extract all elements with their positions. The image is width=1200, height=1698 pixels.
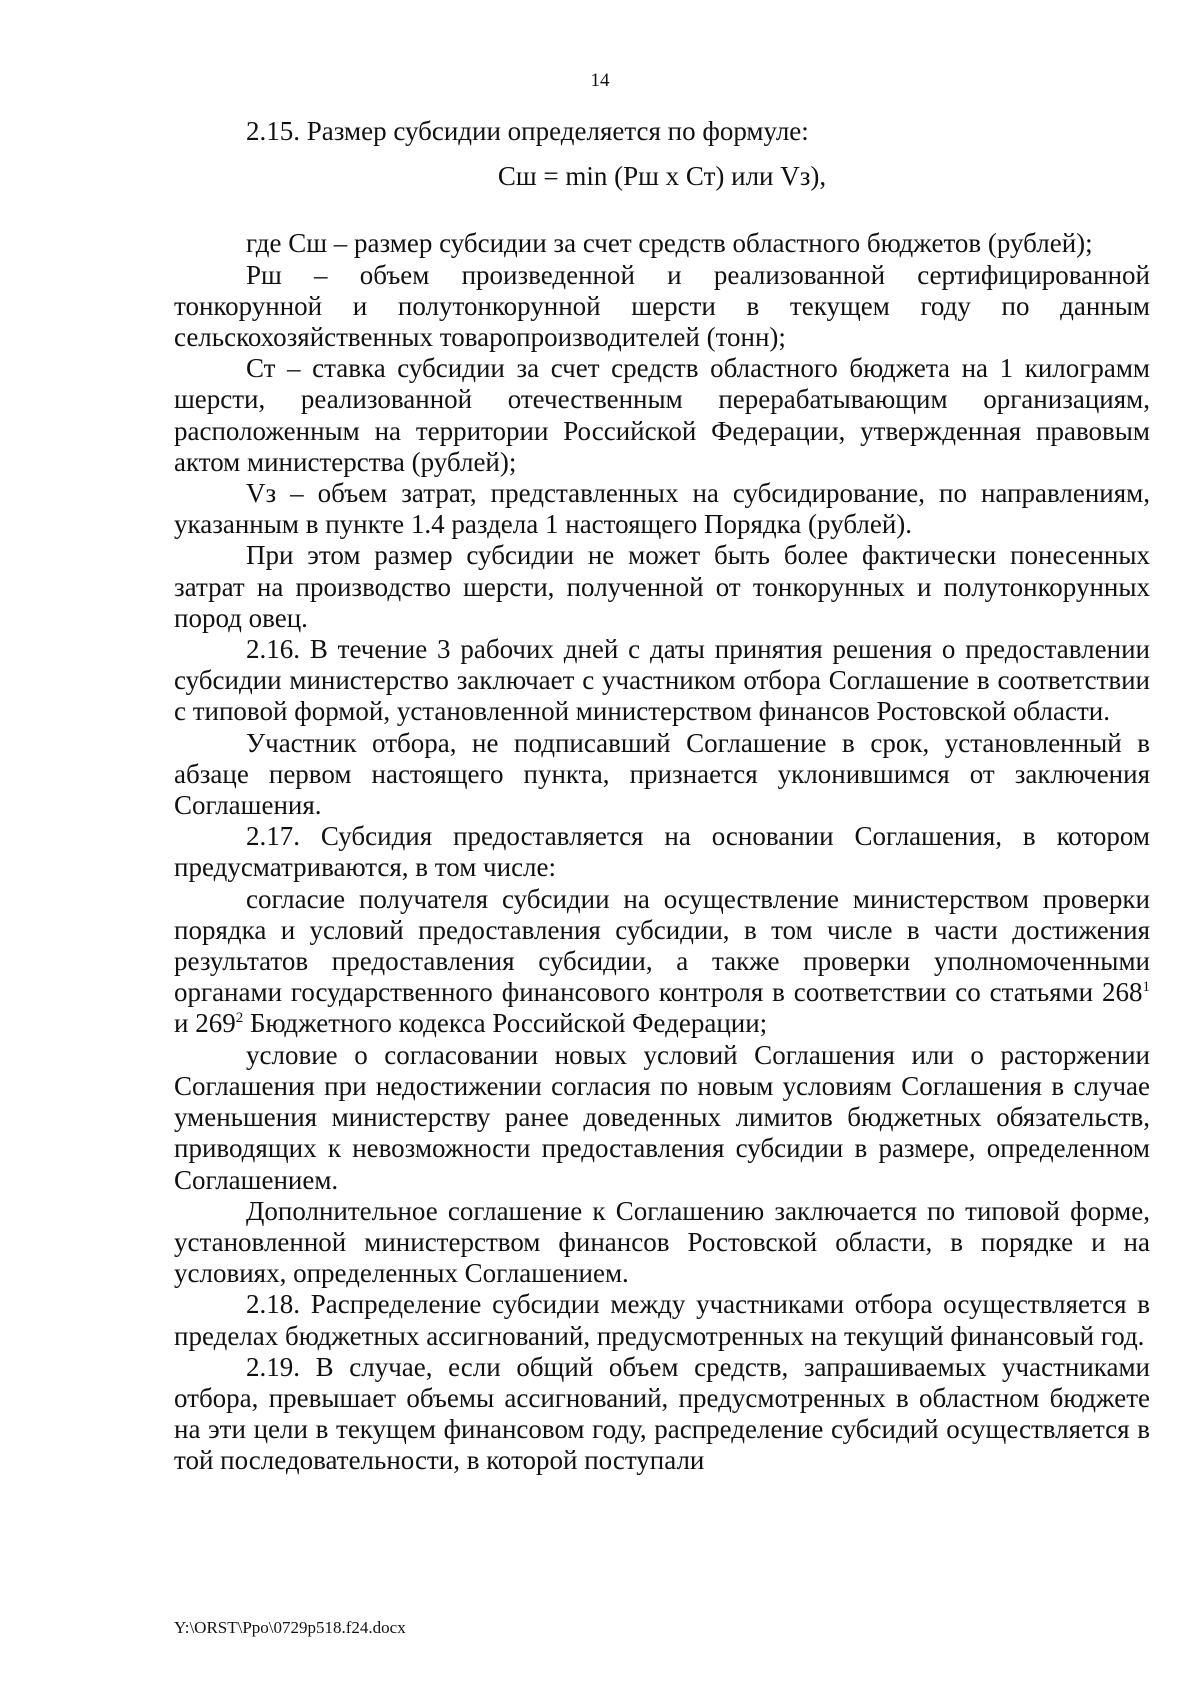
paragraph-participant: Участник отбора, не подписавший Соглашение в срок, установленный в абзаце первом настоящего пункта, признается уклонившимся от заключения Соглашения.	[174, 727, 1150, 821]
superscript-1: 1	[1142, 979, 1150, 996]
footer-file-path: Y:\ORST\Ppo\0729p518.f24.docx	[174, 1618, 406, 1637]
paragraph-definition-vz: Vз – объем затрат, представленных на субсидирование, по направлениям, указанным в пункте 1.4 раздела 1 настоящего Порядка (рублей).	[174, 478, 1150, 540]
paragraph-2-15: 2.15. Размер субсидии определяется по формуле:	[246, 116, 809, 146]
consent-text: согласие получателя субсидии на осуществление министерством проверки порядка и условий предоставления субсидии, в том числе в части достижения результатов предоставления субсидии, а также проверки уполномоченными органами государственного финансового контроля в соответствии со статьями 268	[174, 883, 1150, 1008]
superscript-2: 2	[235, 1010, 244, 1027]
formula: Сш = min (Рш х Ст) или Vз),	[497, 161, 827, 192]
paragraph-2-17: 2.17. Субсидия предоставляется на основании Соглашения, в котором предусматриваются, в том числе:	[174, 821, 1150, 883]
paragraph-2-16: 2.16. В течение 3 рабочих дней с даты принятия решения о предоставлении субсидии министерство заключает с участником отбора Соглашение в соответствии с типовой формой, установленной министерством финансов Ростовской области.	[174, 634, 1150, 727]
paragraph-definition-sh: где Сш – размер субсидии за счет средств областного бюджетов (рублей);	[246, 228, 1093, 259]
paragraph-additional-agreement: Дополнительное соглашение к Соглашению заключается по типовой форме, установленной министерством финансов Ростовской области, в порядке и на условиях, определенных Соглашением.	[174, 1195, 1150, 1289]
paragraph-2-19: 2.19. В случае, если общий объем средств, запрашиваемых участниками отбора, превышает объемы ассигнований, предусмотренных в областном бюджете на эти цели в текущем финансовом году, распределение субсидий осуществляется в той последовательности, в которой поступали	[174, 1351, 1150, 1476]
page-number: 14	[590, 70, 610, 91]
paragraph-consent	[174, 884, 1150, 1040]
paragraph-definition-st: Ст – ставка субсидии за счет средств областного бюджета на 1 килограмм шерсти, реализованной отечественным перерабатывающим организациям, расположенным на территории Российской Федерации, утвержденная правовым актом министерства (рублей);	[174, 353, 1150, 477]
consent-text-3: Бюджетного кодекса Российской Федерации;	[243, 1008, 768, 1039]
paragraph-definition-rsh: Рш – объем произведенной и реализованной сертифицированной тонкорунной и полутонкорунной шерсти в текущем году по данным сельскохозяйственных товаропроизводителей (тонн);	[174, 259, 1150, 353]
paragraph-condition: условие о согласовании новых условий Соглашения или о расторжении Соглашения при недостижении согласия по новым условиям Соглашения в случае уменьшения министерству ранее доведенных лимитов бюджетных обязательств, приводящих к невозможности предоставления субсидии в размере, определенном Соглашением.	[174, 1039, 1150, 1195]
paragraph-limit: При этом размер субсидии не может быть более фактически понесенных затрат на производство шерсти, полученной от тонкорунных и полутонкорунных пород овец.	[174, 540, 1150, 633]
paragraph-2-18: 2.18. Распределение субсидии между участниками отбора осуществляется в пределах бюджетных ассигнований, предусмотренных на текущий финансовый год.	[174, 1289, 1150, 1351]
document-body	[174, 116, 1150, 1477]
consent-text-2: и 269	[174, 1008, 236, 1039]
